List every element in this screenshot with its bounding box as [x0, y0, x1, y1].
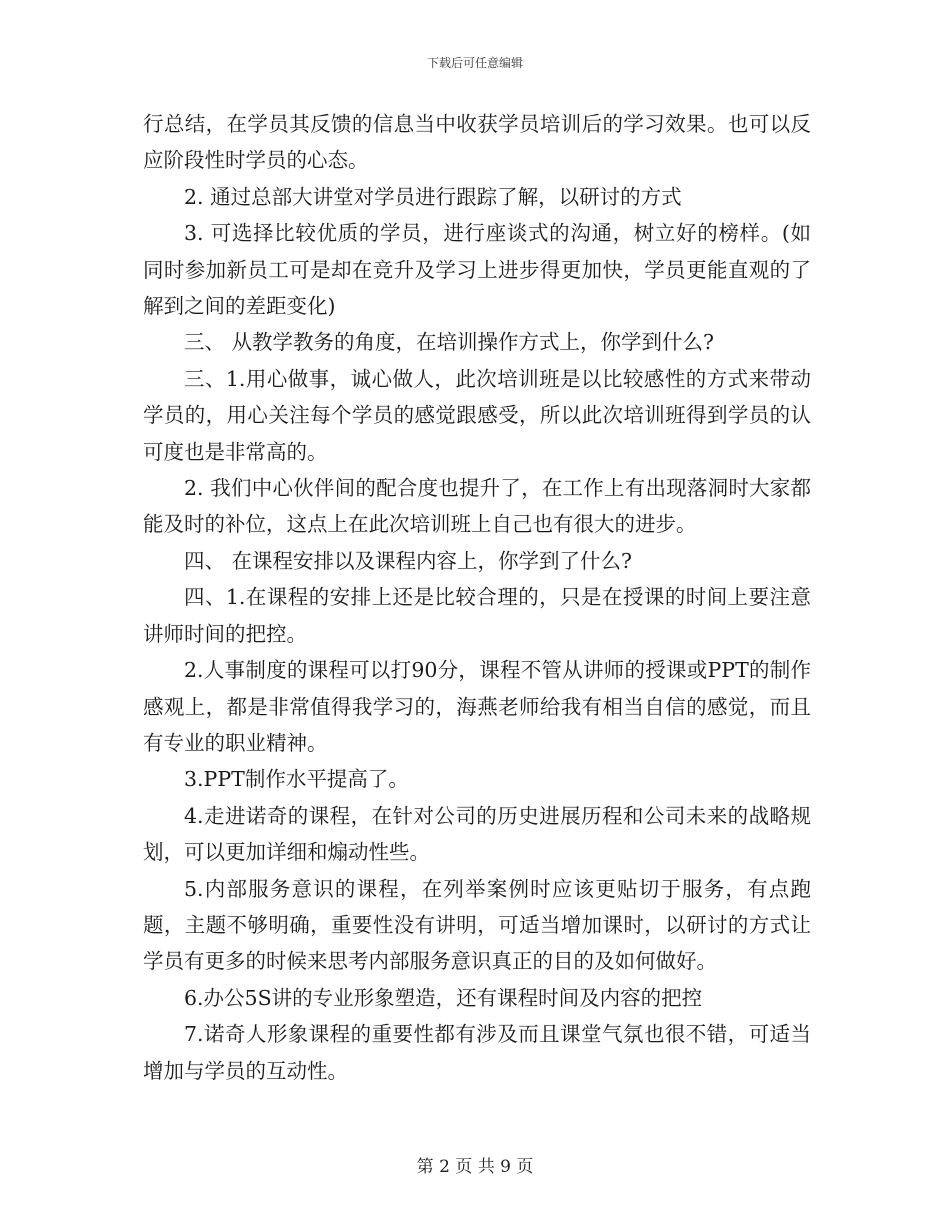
section-heading: 三、 从教学教务的角度，在培训操作方式上，你学到什么?	[184, 330, 715, 355]
paragraph: 行总结，在学员其反馈的信息当中收获学员培训后的学习效果。也可以反应阶段性时学员的心态。	[143, 112, 811, 173]
paragraph: 3.PPT制作水平提高了。	[184, 767, 409, 792]
paragraph: 2. 我们中心伙伴间的配合度也提升了，在工作上有出现落洞时大家都能及时的补位，这点上在此次培训班上自己也有很大的进步。	[143, 476, 811, 537]
paragraph: 3. 可选择比较优质的学员，进行座谈式的沟通，树立好的榜样。(如同时参加新员工可是却在竞升及学习上进步得更加快，学员更能直观的了解到之间的差距变化)	[143, 221, 811, 319]
paragraph: 四、1.在课程的安排上还是比较合理的，只是在授课的时间上要注意讲师时间的把控。	[143, 585, 811, 646]
paragraph: 4.走进诺奇的课程，在针对公司的历史进展历程和公司未来的战略规划，可以更加详细和煽动性些。	[143, 803, 811, 865]
paragraph: 2.人事制度的课程可以打90分，课程不管从讲师的授课或PPT的制作感观上，都是非常值得我学习的，海燕老师给我有相当自信的感觉，而且有专业的职业精神。	[143, 658, 811, 755]
paragraph: 6.办公5S讲的专业形象塑造，还有课程时间及内容的把控	[184, 985, 703, 1010]
paragraph: 5.内部服务意识的课程，在列举案例时应该更贴切于服务，有点跑题，主题不够明确，重要性没有讲明，可适当增加课时，以研讨的方式让学员有更多的时候来思考内部服务意识真正的目的及如何做好。	[143, 876, 811, 974]
paragraph: 2. 通过总部大讲堂对学员进行跟踪了解，以研讨的方式	[184, 184, 682, 209]
paragraph: 7.诺奇人形象课程的重要性都有涉及而且课堂气氛也很不错，可适当增加与学员的互动性。	[143, 1022, 811, 1083]
page-header: 下载后可任意编辑	[426, 56, 523, 70]
page-footer: 第 2 页 共 9 页	[416, 1157, 534, 1177]
paragraph: 三、1.用心做事，诚心做人，此次培训班是以比较感性的方式来带动学员的，用心关注每个学员的感觉跟感受，所以此次培训班得到学员的认可度也是非常高的。	[143, 366, 811, 464]
section-heading: 四、 在课程安排以及课程内容上，你学到了什么?	[184, 548, 633, 573]
document-body	[143, 106, 811, 1089]
